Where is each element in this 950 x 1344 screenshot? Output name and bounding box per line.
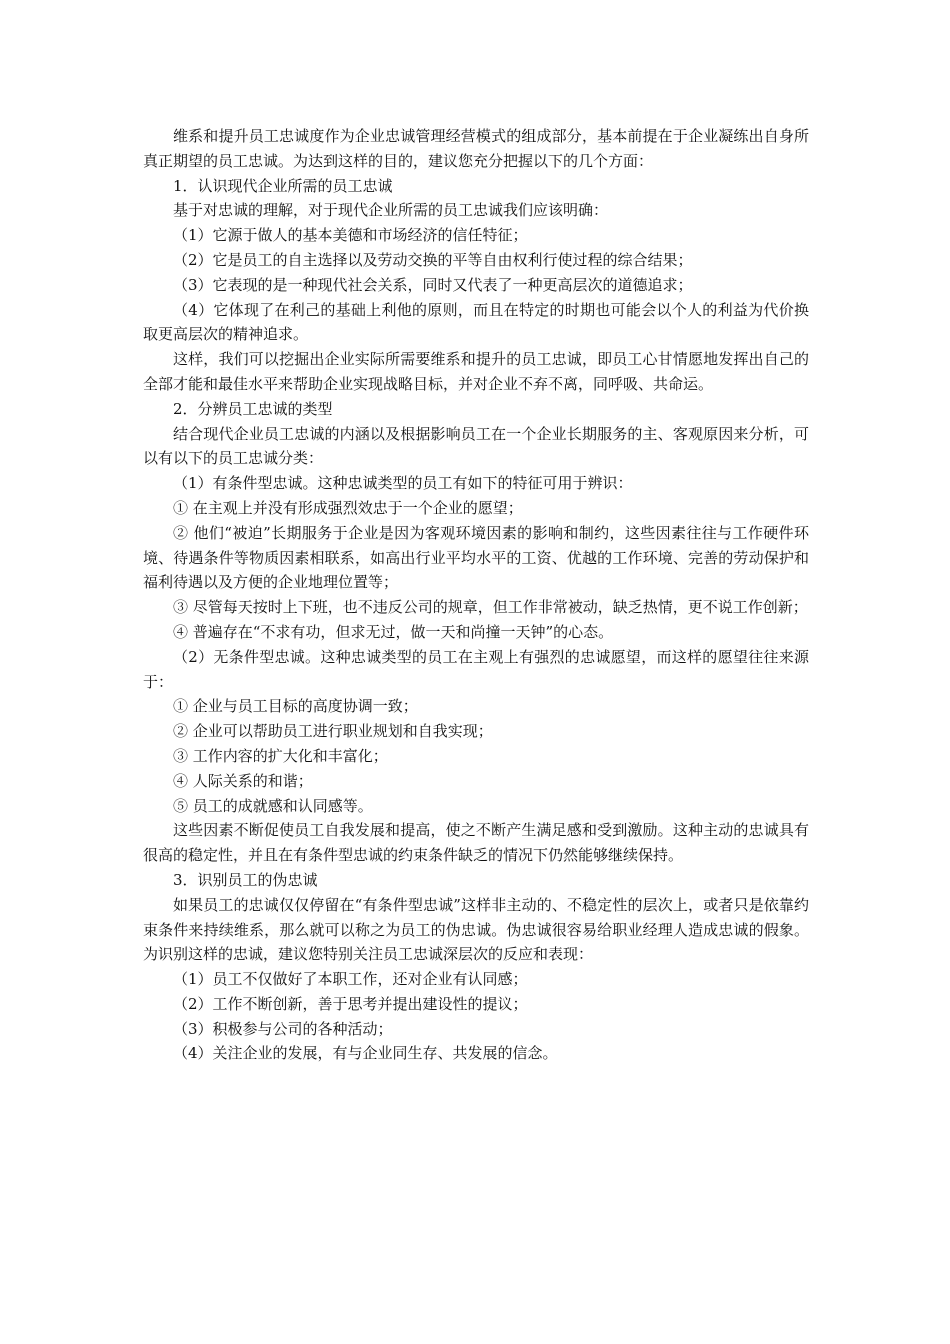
list-item: （4）关注企业的发展，有与企业同生存、共发展的信念。: [173, 1044, 558, 1063]
list-item: （2）工作不断创新，善于思考并提出建设性的提议；: [173, 994, 528, 1013]
list-item: （4）它体现了在利己的基础上利他的原则，而且在特定的时期也可能会以个人的利益为代价换取更高层次的精神追求。: [143, 300, 809, 344]
section-heading-1: 1．认识现代企业所需的员工忠诚: [173, 176, 393, 195]
list-item: （3）它表现的是一种现代社会关系，同时又代表了一种更高层次的道德追求；: [173, 275, 693, 294]
paragraph: 这样，我们可以挖掘出企业实际所需要维系和提升的员工忠诚，即员工心甘情愿地发挥出自己的全部才能和最佳水平来帮助企业实现战略目标，并对企业不弃不离，同呼吸、共命运。: [143, 350, 809, 393]
list-item: （1）它源于做人的基本美德和市场经济的信任特征；: [173, 226, 528, 245]
list-item: ③ 尽管每天按时上下班，也不违反公司的规章，但工作非常被动，缺乏热情，更不说工作创新；: [173, 598, 808, 617]
section-heading-3: 3．识别员工的伪忠诚: [173, 870, 318, 889]
list-item: （1）员工不仅做好了本职工作，还对企业有认同感；: [173, 970, 528, 989]
paragraph: 如果员工的忠诚仅仅停留在“有条件型忠诚”这样非主动的、不稳定性的层次上，或者只是依靠约束条件来持续维系，那么就可以称之为员工的伪忠诚。伪忠诚很容易给职业经理人造成忠诚的假象。为识别这样的忠诚，建议您特别关注员工忠诚深层次的反应和表现：: [143, 895, 809, 964]
list-item: ④ 人际关系的和谐；: [173, 771, 313, 790]
paragraph: 这些因素不断促使员工自我发展和提高，使之不断产生满足感和受到激励。这种主动的忠诚具有很高的稳定性，并且在有条件型忠诚的约束条件缺乏的情况下仍然能够继续保持。: [143, 821, 809, 865]
list-item: ① 企业与员工目标的高度协调一致；: [173, 697, 418, 716]
list-item: ⑤ 员工的成就感和认同感等。: [173, 796, 373, 815]
list-item: （2）无条件型忠诚。这种忠诚类型的员工在主观上有强烈的忠诚愿望，而这样的愿望往往来源于：: [143, 647, 809, 691]
list-item: ② 他们“被迫”长期服务于企业是因为客观环境因素的影响和制约，这些因素往往与工作硬件环境、待遇条件等物质因素相联系，如高出行业平均水平的工资、优越的工作环境、完善的劳动保护和福利待遇以及方便的企业地理位置等；: [143, 523, 809, 592]
paragraph: 基于对忠诚的理解，对于现代企业所需的员工忠诚我们应该明确：: [173, 201, 609, 220]
paragraph: 结合现代企业员工忠诚的内涵以及根据影响员工在一个企业长期服务的主、客观原因来分析，可以有以下的员工忠诚分类：: [143, 424, 809, 468]
list-item: （2）它是员工的自主选择以及劳动交换的平等自由权利行使过程的综合结果；: [173, 250, 693, 269]
list-item: ① 在主观上并没有形成强烈效忠于一个企业的愿望；: [173, 498, 523, 517]
list-item: （3）积极参与公司的各种活动；: [173, 1019, 393, 1038]
list-item: （1）有条件型忠诚。这种忠诚类型的员工有如下的特征可用于辨识：: [173, 474, 633, 493]
intro-paragraph: 维系和提升员工忠诚度作为企业忠诚管理经营模式的组成部分，基本前提在于企业凝练出自身所真正期望的员工忠诚。为达到这样的目的，建议您充分把握以下的几个方面：: [143, 127, 809, 170]
document-body: [143, 124, 809, 1066]
list-item: ③ 工作内容的扩大化和丰富化；: [173, 746, 388, 765]
section-heading-2: 2．分辨员工忠诚的类型: [173, 399, 333, 418]
list-item: ② 企业可以帮助员工进行职业规划和自我实现；: [173, 722, 493, 741]
list-item: ④ 普遍存在“不求有功，但求无过，做一天和尚撞一天钟”的心态。: [173, 622, 614, 641]
